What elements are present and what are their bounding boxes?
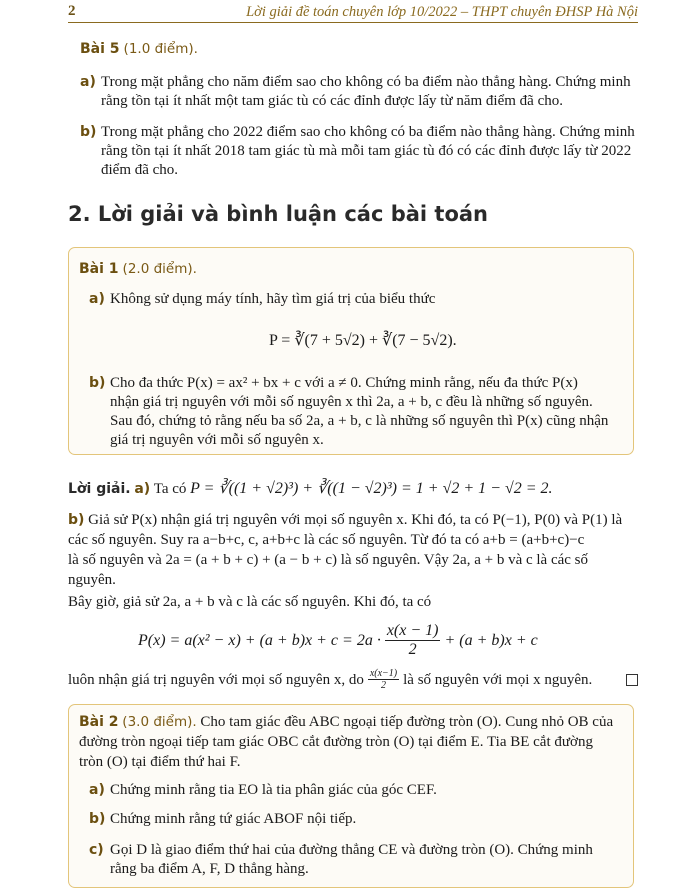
bai2-b-label: b) — [89, 811, 106, 827]
solution-b-label: b) — [68, 512, 85, 528]
solution-b-paragraph — [68, 510, 638, 590]
solution-a-line — [68, 478, 553, 498]
bai1-b-line3: Sau đó, chứng tỏ rằng nếu ba số 2a, a + b, c là những số nguyên thì P(x) cũng nhận — [110, 413, 609, 429]
p3-den: 2 — [380, 680, 386, 691]
page-number: 2 — [68, 3, 76, 19]
solution-p3 — [68, 668, 638, 691]
formula2-left: P(x) = a(x² − x) + (a + b)x + c = 2a · — [138, 631, 381, 649]
bai1-b-label: b) — [89, 375, 106, 391]
section-heading: 2. Lời giải và bình luận các bài toán — [68, 202, 488, 226]
bai1-b-line2: nhận giá trị nguyên với mỗi số nguyên x thì 2a, a + b, c đều là những số nguyên. — [110, 394, 593, 410]
bai2-c-label: c) — [89, 842, 104, 858]
bai1-item-a — [89, 290, 619, 309]
bai5-title — [80, 40, 198, 58]
bai5-points: (1.0 điểm). — [123, 41, 198, 57]
solution-a-label: a) — [134, 481, 151, 497]
solution-b-line4: nguyên. — [68, 572, 116, 588]
bai1-title — [79, 260, 197, 278]
qed-icon — [626, 674, 638, 686]
solution-b-line1: Giả sử P(x) nhận giá trị nguyên với mọi số nguyên x. Khi đó, ta có P(−1), P(0) và P(1) là — [88, 512, 623, 528]
bai2-a-label: a) — [89, 782, 105, 798]
bai2-item-b — [89, 810, 619, 829]
solution-title: Lời giải. — [68, 481, 131, 497]
bai5-label: Bài 5 — [80, 41, 120, 57]
bai5-a-text: Trong mặt phẳng cho năm điểm sao cho không có ba điểm nào thẳng hàng. Chứng minh rằng tồn tại ít nhất một tam giác tù có các đỉnh được lấy từ năm điểm đã cho. — [101, 74, 631, 109]
bai2-line1: Cho tam giác đều ABC ngoại tiếp đường tròn (O). Cung nhỏ OB của — [200, 714, 614, 730]
bai1-box — [68, 247, 634, 455]
bai2-label: Bài 2 — [79, 714, 119, 730]
bai1-points: (2.0 điểm). — [122, 261, 197, 277]
formula2-right: + (a + b)x + c — [444, 631, 538, 649]
solution-p2: Bây giờ, giả sử 2a, a + b và c là các số nguyên. Khi đó, ta có — [68, 594, 432, 610]
bai5-item-a — [80, 73, 640, 111]
bai2-a-text: Chứng minh rằng tia EO là tia phân giác của góc CEF. — [110, 782, 437, 798]
bai2-line2: đường tròn ngoại tiếp tam giác OBC cắt đường tròn (O) tại điểm E. Tia BE cắt đường — [79, 734, 593, 750]
running-title: Lời giải đề toán chuyên lớp 10/2022 – THPT chuyên ĐHSP Hà Nội — [246, 4, 638, 20]
bai2-item-a — [89, 781, 619, 800]
bai1-b-line4: giá trị nguyên với mỗi số nguyên x. — [110, 432, 324, 448]
p3-after: là số nguyên với mọi x nguyên. — [403, 671, 593, 688]
bai2-points: (3.0 điểm). — [122, 714, 197, 730]
bai2-box — [68, 704, 634, 888]
p3-before: luôn nhận giá trị nguyên với mọi số nguyên x, do — [68, 671, 364, 688]
solution-b-line2: các số nguyên. Suy ra a−b+c, c, a+b+c là các số nguyên. Từ đó ta có a+b = (a+b+c)−c — [68, 532, 585, 548]
bai1-a-label: a) — [89, 291, 105, 307]
bai1-item-b — [89, 374, 624, 450]
solution-b-line3: là số nguyên và 2a = (a + b + c) + (a − b + c) là số nguyên. Vậy 2a, a + b và c là các số — [68, 552, 589, 568]
bai5-a-label: a) — [80, 74, 96, 90]
bai5-item-b — [80, 123, 640, 180]
bai2-c-line2: rằng ba điểm A, F, D thẳng hàng. — [110, 861, 309, 877]
solution-a-formula: P = ∛((1 + √2)³) + ∛((1 − √2)³) = 1 + √2 + 1 − √2 = 2. — [190, 480, 553, 497]
bai2-b-text: Chứng minh rằng tứ giác ABOF nội tiếp. — [110, 811, 357, 827]
formula2-num: x(x − 1) — [386, 622, 439, 639]
solution-formula2 — [138, 622, 538, 659]
p3-num: x(x−1) — [369, 668, 398, 679]
bai2-line3: tròn (O) tại điểm thứ hai F. — [79, 754, 241, 770]
bai5-b-text: Trong mặt phẳng cho 2022 điểm sao cho không có ba điểm nào thẳng hàng. Chứng minh rằng tồn tại ít nhất 2018 tam giác tù mà mỗi tam giác tù đó có các đỉnh được lấy từ 2022 điểm đã cho. — [101, 124, 635, 178]
bai5-b-label: b) — [80, 124, 97, 140]
p3-fraction — [368, 668, 399, 691]
bai1-label: Bài 1 — [79, 261, 119, 277]
solution-a-intro: Ta có — [153, 481, 187, 497]
bai2-item-c — [89, 841, 624, 879]
bai2-c-line1: Gọi D là giao điểm thứ hai của đường thẳng CE và đường tròn (O). Chứng minh — [110, 842, 593, 858]
formula2-fraction — [385, 622, 441, 659]
bai2-intro — [79, 712, 624, 772]
bai1-b-line1: Cho đa thức P(x) = ax² + bx + c với a ≠ 0. Chứng minh rằng, nếu đa thức P(x) — [110, 375, 578, 391]
bai1-a-text: Không sử dụng máy tính, hãy tìm giá trị của biểu thức — [110, 291, 436, 307]
formula2-den: 2 — [408, 641, 417, 658]
page-header — [68, 2, 638, 23]
bai1-a-formula: P = ∛(7 + 5√2) + ∛(7 − 5√2). — [269, 332, 457, 349]
